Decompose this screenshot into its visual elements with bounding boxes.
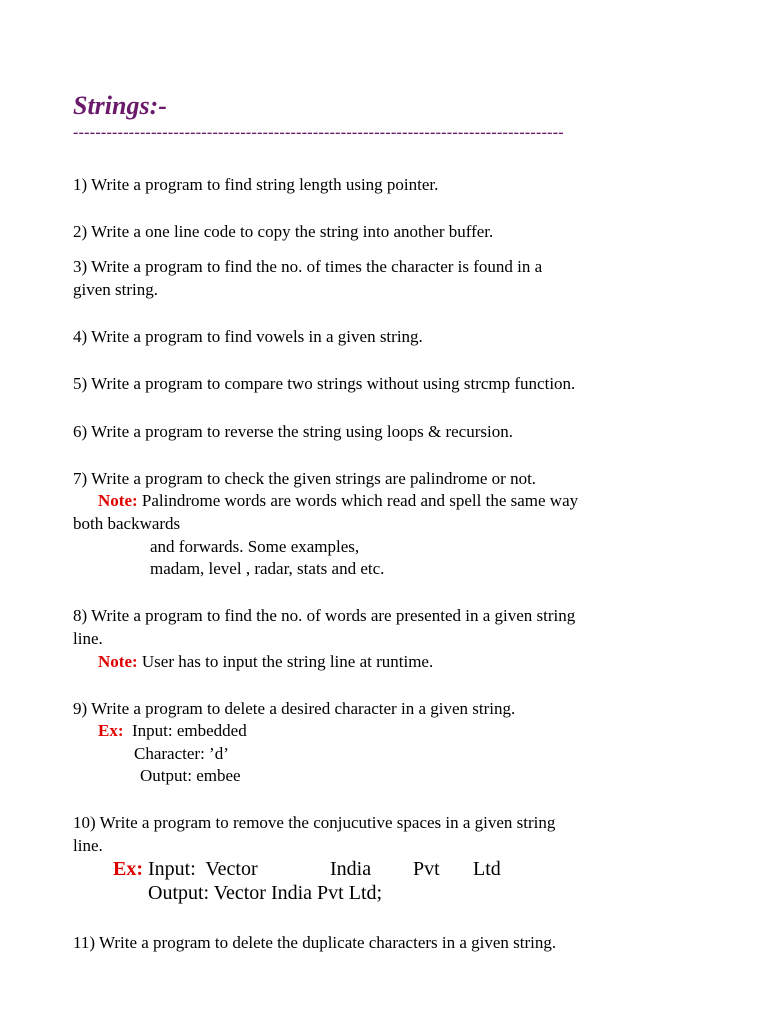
question-10-line-1: 10) Write a program to remove the conjucutive spaces in a given string [73,813,556,832]
question-7-note-line-2: both backwards [73,514,181,533]
question-7: 7) Write a program to check the given strings are palindrome or not. [73,469,537,488]
question-7-note [98,490,578,512]
example-input-label: Input: Vector [143,858,258,880]
question-8-note [98,651,433,673]
question-10-example-output: Output: Vector India Pvt Ltd; [148,882,383,904]
question-3-line-1: 3) Write a program to find the no. of times the character is found in a [73,257,543,276]
question-9-example-input [98,720,247,742]
question-11: 11) Write a program to delete the duplicate characters in a given string. [73,933,557,952]
dashed-rule: ---------------------------------------------------------------------------------------- [73,124,564,141]
question-7-note-line-4: madam, level , radar, stats and etc. [150,559,385,578]
question-6: 6) Write a program to reverse the string using loops & recursion. [73,422,513,441]
question-10-example-input [113,857,258,881]
example-input: Input: embedded [123,721,247,740]
page-title: Strings:- [73,91,167,120]
question-9: 9) Write a program to delete a desired character in a given string. [73,699,516,718]
question-1: 1) Write a program to find string length using pointer. [73,175,439,194]
note-text: User has to input the string line at runtime. [137,652,434,671]
example-label: Ex: [113,858,143,880]
question-4: 4) Write a program to find vowels in a given string. [73,327,423,346]
note-label: Note: [98,491,138,510]
question-3-line-2: given string. [73,280,158,299]
question-9-example-character: Character: ’d’ [134,744,229,763]
question-7-note-line-3: and forwards. Some examples, [150,537,360,556]
example-label: Ex: [98,721,124,740]
example-input-word-india: India [330,858,372,880]
example-input-word-ltd: Ltd [473,858,501,880]
question-8-line-1: 8) Write a program to find the no. of words are presented in a given string [73,606,576,625]
question-9-example-output: Output: embee [140,766,241,785]
question-8-line-2: line. [73,629,103,648]
note-text: Palindrome words are words which read and spell the same way [137,491,579,510]
example-input-word-pvt: Pvt [413,858,440,880]
question-10-line-2: line. [73,836,103,855]
note-label: Note: [98,652,138,671]
question-2: 2) Write a one line code to copy the string into another buffer. [73,222,494,241]
question-5: 5) Write a program to compare two strings without using strcmp function. [73,374,576,393]
